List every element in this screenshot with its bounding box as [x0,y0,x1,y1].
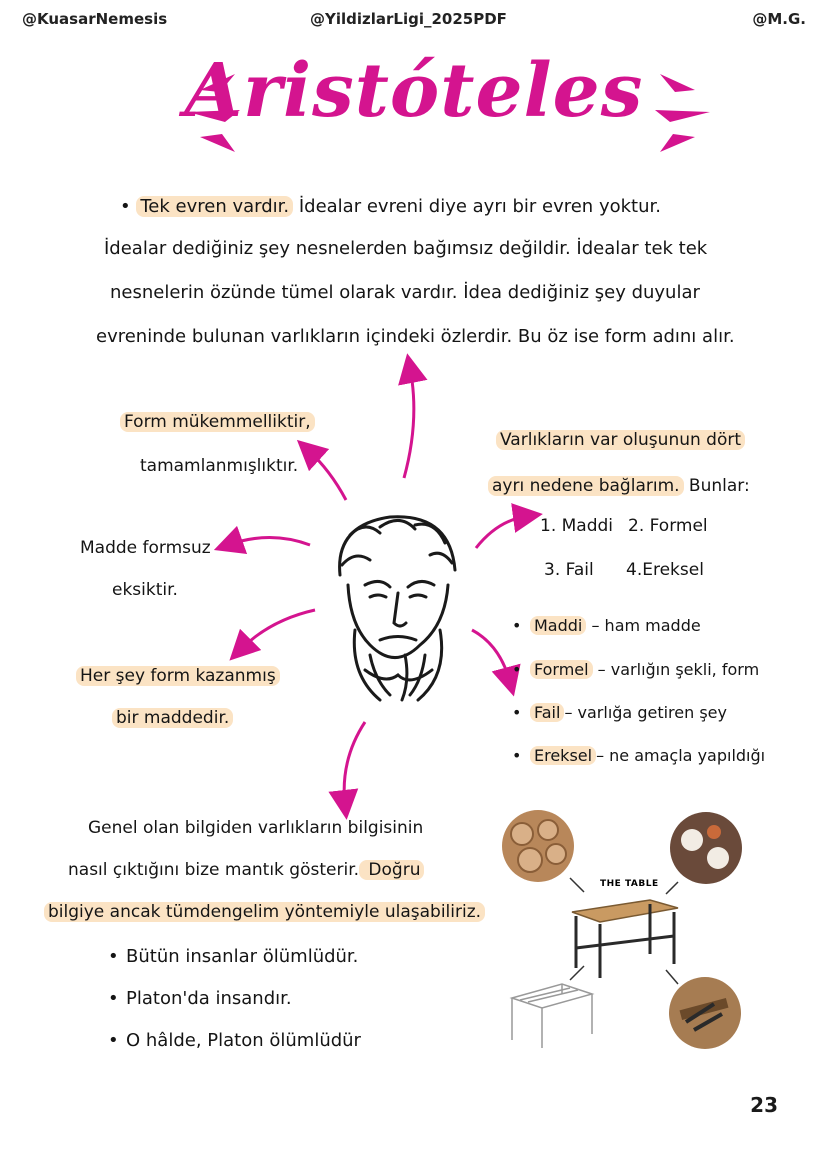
intro-line1-rest: İdealar evreni diye ayrı bir evren yoktur. [293,196,661,217]
syllogism-text: O hâlde, Platon ölümlüdür [126,1030,361,1051]
wooden-table-image [572,900,678,978]
causes-line2-rest: Bunlar: [683,476,750,496]
header-left: @KuasarNemesis [22,10,168,28]
herSey-line-2 [112,708,233,728]
cause-item-term: Maddi [530,616,586,635]
madde-line-1: Madde formsuz [80,538,211,558]
cause-item-bullet: • [512,616,522,635]
form-line-1 [120,412,315,432]
logic-line-1: Genel olan bilgiden varlıkların bilgisinin [88,818,424,838]
intro-bullet: • [120,196,131,217]
form-line-2: tamamlanmışlıktır. [140,456,299,476]
cause-4: 4.Ereksel [626,560,704,580]
cause-item-desc: – varlığa getiren şey [564,703,727,722]
table-illustration [500,808,750,1053]
herSey-highlight-2: bir maddedir. [112,708,233,728]
syllogism-bullet: • [108,946,119,967]
syllogism-bullet: • [108,1030,119,1051]
causes-line-2 [488,476,750,496]
cause-item-ereksel [512,746,765,765]
cause-3: 3. Fail [544,560,594,580]
arrow-form [308,450,346,500]
header-center: @YildizlarLigi_2025PDF [310,10,507,28]
herSey-line-1 [76,666,280,686]
cause-item-term: Ereksel [530,746,596,765]
cause-item-maddi [512,616,701,635]
logic-line-2 [68,860,424,880]
causes-line-1 [496,430,745,450]
intro-line-2: İdealar dediğiniz şey nesnelerden bağımsız değildir. İdealar tek tek [104,238,708,259]
syllogism-item [108,988,292,1009]
cause-2: 2. Formel [628,516,708,536]
header-right: @M.G. [752,10,806,28]
arrow-down [344,722,365,805]
dinner-plates-image [670,812,742,884]
wood-logs-image [502,810,574,882]
cause-item-formel [512,660,759,679]
cause-item-bullet: • [512,703,522,722]
table-sketch-image [512,984,592,1048]
logic-line3-highlight: bilgiye ancak tümdengelim yöntemiyle ulaşabiliriz. [44,902,485,922]
intro-line-4: evreninde bulunan varlıkların içindeki özlerdir. Bu öz ise form adını alır. [96,326,735,347]
syllogism-bullet: • [108,988,119,1009]
form-highlight: Form mükemmelliktir, [120,412,315,432]
logic-line-3 [44,902,485,922]
cause-item-desc: – ne amaçla yapıldığı [596,746,766,765]
arrow-herSey [240,610,315,650]
syllogism-text: Platon'da insandır. [126,988,292,1009]
arrow-causes [476,516,528,548]
intro-highlight: Tek evren vardır. [136,196,293,217]
cause-item-fail [512,703,727,722]
herSey-highlight-1: Her şey form kazanmış [76,666,280,686]
table-label: THE TABLE [600,879,659,889]
cause-item-desc: – varlığın şekli, form [592,660,760,679]
page-number: 23 [750,1093,778,1117]
madde-line-2: eksiktir. [112,580,178,600]
cause-item-term: Formel [530,660,593,679]
carpenter-image [669,977,741,1049]
cause-item-desc: – ham madde [586,616,701,635]
intro-line-3: nesnelerin özünde tümel olarak vardır. İdea dediğiniz şey duyular [110,282,700,303]
cause-1: 1. Maddi [540,516,614,536]
causes-highlight-2: ayrı nedene bağlarım. [488,476,684,496]
arrow-madde [228,538,310,546]
arrow-up [404,368,414,478]
causes-highlight-1: Varlıkların var oluşunun dört [496,430,745,450]
cause-item-bullet: • [512,746,522,765]
cause-item-bullet: • [512,660,522,679]
aristotle-bust-icon [310,505,480,715]
syllogism-item [108,946,358,967]
logic-line2-text: nasıl çıktığını bize mantık gösterir. [68,860,360,880]
logic-line2-highlight: Doğru [359,860,424,880]
cause-item-term: Fail [530,703,564,722]
syllogism-text: Bütün insanlar ölümlüdür. [126,946,359,967]
page-title: Aristóteles [184,48,644,134]
syllogism-item [108,1030,361,1051]
